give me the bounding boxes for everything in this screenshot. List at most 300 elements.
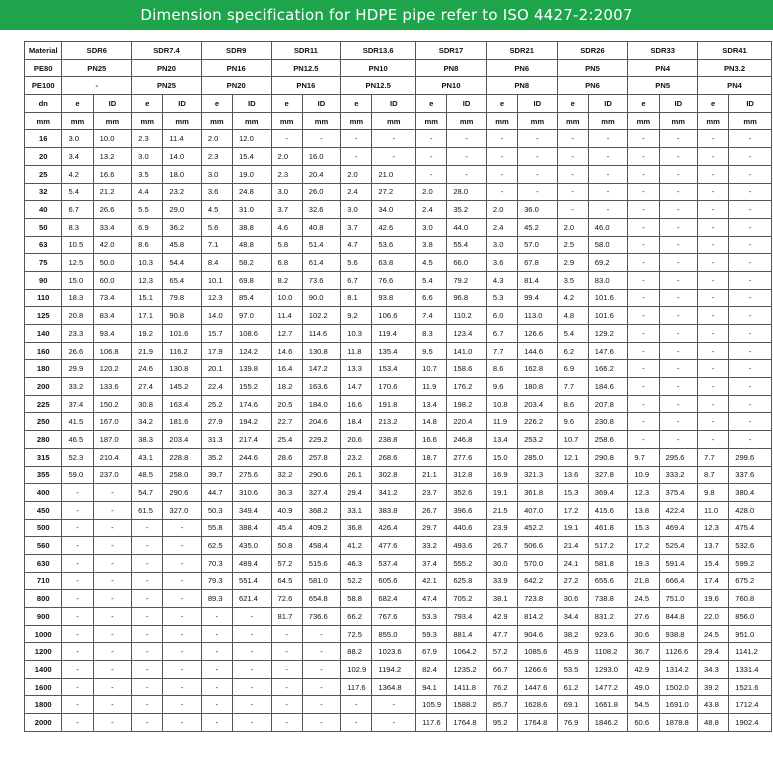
inner-diameter-cell: 426.4: [372, 519, 416, 537]
wall-thickness-cell: 36.3: [271, 484, 302, 502]
inner-diameter-cell: -: [233, 625, 272, 643]
wall-thickness-cell: 12.5: [62, 254, 93, 272]
wall-thickness-cell: -: [557, 165, 588, 183]
wall-thickness-cell: -: [62, 572, 93, 590]
inner-diameter-cell: 1878.8: [659, 714, 698, 732]
dn-cell: 800: [25, 590, 62, 608]
dn-cell: 75: [25, 254, 62, 272]
inner-diameter-cell: 337.6: [729, 466, 772, 484]
wall-thickness-cell: -: [486, 130, 517, 148]
table-row: [25, 183, 772, 201]
inner-diameter-cell: 207.8: [588, 395, 628, 413]
table-row: [25, 289, 772, 307]
inner-diameter-cell: 625.8: [447, 572, 487, 590]
wall-thickness-cell: -: [132, 678, 163, 696]
table-row: [25, 130, 772, 148]
inner-diameter-cell: 54.4: [163, 254, 201, 272]
inner-diameter-cell: 856.0: [729, 608, 772, 626]
inner-diameter-cell: 90.8: [163, 307, 201, 325]
inner-diameter-cell: 295.6: [659, 448, 698, 466]
inner-diameter-cell: 312.8: [447, 466, 487, 484]
wall-thickness-cell: -: [698, 271, 729, 289]
header-cell: PN20: [201, 77, 271, 95]
wall-thickness-cell: 6.6: [416, 289, 447, 307]
wall-thickness-cell: 15.3: [557, 484, 588, 502]
inner-diameter-cell: -: [163, 678, 201, 696]
wall-thickness-cell: 29.4: [341, 484, 372, 502]
inner-diameter-cell: 831.2: [588, 608, 628, 626]
wall-thickness-cell: 88.2: [341, 643, 372, 661]
inner-diameter-cell: -: [302, 696, 340, 714]
inner-diameter-cell: 229.2: [302, 431, 340, 449]
inner-diameter-cell: 113.0: [518, 307, 558, 325]
wall-thickness-cell: 26.1: [341, 466, 372, 484]
wall-thickness-cell: 5.5: [132, 201, 163, 219]
wall-thickness-cell: -: [201, 608, 232, 626]
inner-diameter-cell: 12.0: [233, 130, 272, 148]
inner-diameter-cell: 469.4: [659, 519, 698, 537]
inner-diameter-cell: 475.4: [729, 519, 772, 537]
wall-thickness-cell: 27.4: [132, 378, 163, 396]
dn-cell: 125: [25, 307, 62, 325]
wall-thickness-cell: 47.7: [486, 625, 517, 643]
header-cell: SDR9: [201, 42, 271, 60]
wall-thickness-cell: -: [341, 696, 372, 714]
wall-thickness-cell: 3.8: [416, 236, 447, 254]
wall-thickness-cell: -: [62, 608, 93, 626]
wall-thickness-cell: 6.8: [271, 254, 302, 272]
dn-cell: 1400: [25, 661, 62, 679]
wall-thickness-cell: 17.4: [698, 572, 729, 590]
wall-thickness-cell: -: [698, 254, 729, 272]
wall-thickness-cell: -: [132, 714, 163, 732]
header-cell: SDR21: [486, 42, 557, 60]
wall-thickness-cell: 21.9: [132, 342, 163, 360]
wall-thickness-cell: 40.9: [271, 501, 302, 519]
table-row: [25, 501, 772, 519]
inner-diameter-cell: 176.2: [447, 378, 487, 396]
inner-diameter-cell: -: [518, 165, 558, 183]
inner-diameter-cell: -: [659, 307, 698, 325]
column-label: ID: [233, 95, 272, 113]
wall-thickness-cell: 12.3: [201, 289, 232, 307]
inner-diameter-cell: 181.6: [163, 413, 201, 431]
wall-thickness-cell: 15.0: [486, 448, 517, 466]
inner-diameter-cell: 14.0: [163, 148, 201, 166]
inner-diameter-cell: 83.4: [93, 307, 132, 325]
inner-diameter-cell: 106.6: [372, 307, 416, 325]
wall-thickness-cell: -: [698, 378, 729, 396]
header-cell: PN8: [486, 77, 557, 95]
inner-diameter-cell: 180.8: [518, 378, 558, 396]
inner-diameter-cell: -: [372, 714, 416, 732]
wall-thickness-cell: 8.6: [486, 360, 517, 378]
inner-diameter-cell: 258.0: [163, 466, 201, 484]
table-row: [25, 165, 772, 183]
wall-thickness-cell: 3.0: [132, 148, 163, 166]
inner-diameter-cell: 166.2: [588, 360, 628, 378]
inner-diameter-cell: 349.4: [233, 501, 272, 519]
inner-diameter-cell: 130.8: [163, 360, 201, 378]
wall-thickness-cell: 12.3: [628, 484, 659, 502]
wall-thickness-cell: 9.6: [557, 413, 588, 431]
wall-thickness-cell: 3.0: [201, 165, 232, 183]
inner-diameter-cell: 81.4: [518, 271, 558, 289]
dn-cell: 40: [25, 201, 62, 219]
wall-thickness-cell: 6.7: [341, 271, 372, 289]
inner-diameter-cell: 253.2: [518, 431, 558, 449]
inner-diameter-cell: 93.4: [93, 325, 132, 343]
wall-thickness-cell: 45.9: [557, 643, 588, 661]
inner-diameter-cell: -: [93, 572, 132, 590]
inner-diameter-cell: 375.4: [659, 484, 698, 502]
inner-diameter-cell: 203.4: [163, 431, 201, 449]
inner-diameter-cell: 145.2: [163, 378, 201, 396]
wall-thickness-cell: -: [416, 130, 447, 148]
wall-thickness-cell: -: [201, 696, 232, 714]
wall-thickness-cell: -: [416, 165, 447, 183]
inner-diameter-cell: 50.0: [93, 254, 132, 272]
table-row: [25, 484, 772, 502]
wall-thickness-cell: -: [557, 183, 588, 201]
inner-diameter-cell: 855.0: [372, 625, 416, 643]
unit-label: mm: [233, 112, 272, 130]
inner-diameter-cell: 20.4: [302, 165, 340, 183]
inner-diameter-cell: 525.4: [659, 537, 698, 555]
wall-thickness-cell: 8.2: [271, 271, 302, 289]
wall-thickness-cell: 15.0: [62, 271, 93, 289]
wall-thickness-cell: -: [201, 661, 232, 679]
inner-diameter-cell: 97.0: [233, 307, 272, 325]
column-label: e: [557, 95, 588, 113]
inner-diameter-cell: -: [163, 643, 201, 661]
header-cell: PN16: [201, 59, 271, 77]
wall-thickness-cell: 69.1: [557, 696, 588, 714]
wall-thickness-cell: 5.8: [271, 236, 302, 254]
inner-diameter-cell: 203.4: [518, 395, 558, 413]
unit-label: mm: [25, 112, 62, 130]
inner-diameter-cell: 238.8: [372, 431, 416, 449]
unit-label: mm: [729, 112, 772, 130]
inner-diameter-cell: 26.0: [302, 183, 340, 201]
inner-diameter-cell: -: [729, 342, 772, 360]
inner-diameter-cell: -: [163, 537, 201, 555]
wall-thickness-cell: 94.1: [416, 678, 447, 696]
wall-thickness-cell: 29.7: [416, 519, 447, 537]
inner-diameter-cell: 124.2: [233, 342, 272, 360]
wall-thickness-cell: 3.5: [557, 271, 588, 289]
wall-thickness-cell: 2.4: [341, 183, 372, 201]
wall-thickness-cell: -: [628, 148, 659, 166]
inner-diameter-cell: 1846.2: [588, 714, 628, 732]
wall-thickness-cell: 5.4: [557, 325, 588, 343]
wall-thickness-cell: -: [132, 625, 163, 643]
wall-thickness-cell: 5.4: [416, 271, 447, 289]
inner-diameter-cell: -: [93, 625, 132, 643]
wall-thickness-cell: 19.2: [132, 325, 163, 343]
wall-thickness-cell: 16.4: [271, 360, 302, 378]
inner-diameter-cell: -: [659, 378, 698, 396]
inner-diameter-cell: 120.2: [93, 360, 132, 378]
table-row: [25, 572, 772, 590]
wall-thickness-cell: 67.9: [416, 643, 447, 661]
inner-diameter-cell: -: [659, 254, 698, 272]
inner-diameter-cell: 90.0: [302, 289, 340, 307]
inner-diameter-cell: 15.4: [233, 148, 272, 166]
inner-diameter-cell: 126.6: [518, 325, 558, 343]
column-label: dn: [25, 95, 62, 113]
inner-diameter-cell: 217.4: [233, 431, 272, 449]
header-cell: -: [62, 77, 132, 95]
wall-thickness-cell: 59.0: [62, 466, 93, 484]
table-row: [25, 590, 772, 608]
inner-diameter-cell: -: [447, 165, 487, 183]
inner-diameter-cell: 129.2: [588, 325, 628, 343]
inner-diameter-cell: -: [659, 342, 698, 360]
wall-thickness-cell: 42.1: [416, 572, 447, 590]
wall-thickness-cell: 17.2: [628, 537, 659, 555]
wall-thickness-cell: 5.6: [201, 218, 232, 236]
wall-thickness-cell: -: [486, 165, 517, 183]
wall-thickness-cell: 26.7: [416, 501, 447, 519]
wall-thickness-cell: 25.2: [201, 395, 232, 413]
wall-thickness-cell: 43.1: [132, 448, 163, 466]
column-label: ID: [372, 95, 416, 113]
wall-thickness-cell: -: [62, 696, 93, 714]
header-cell: PN3.2: [698, 59, 772, 77]
header-cell: SDR11: [271, 42, 341, 60]
column-label: e: [341, 95, 372, 113]
inner-diameter-cell: 21.0: [372, 165, 416, 183]
inner-diameter-cell: 440.6: [447, 519, 487, 537]
header-cell: PN6: [486, 59, 557, 77]
wall-thickness-cell: -: [62, 501, 93, 519]
header-row: [25, 59, 772, 77]
unit-label: mm: [302, 112, 340, 130]
dn-cell: 1800: [25, 696, 62, 714]
wall-thickness-cell: -: [201, 678, 232, 696]
wall-thickness-cell: 6.2: [557, 342, 588, 360]
inner-diameter-cell: -: [302, 661, 340, 679]
header-cell: SDR6: [62, 42, 132, 60]
inner-diameter-cell: 1364.8: [372, 678, 416, 696]
header-cell: SDR26: [557, 42, 628, 60]
inner-diameter-cell: 599.2: [729, 554, 772, 572]
wall-thickness-cell: 61.5: [132, 501, 163, 519]
wall-thickness-cell: 46.5: [62, 431, 93, 449]
wall-thickness-cell: -: [698, 236, 729, 254]
wall-thickness-cell: 18.3: [62, 289, 93, 307]
header-cell: SDR7.4: [132, 42, 202, 60]
inner-diameter-cell: 285.0: [518, 448, 558, 466]
inner-diameter-cell: 275.6: [233, 466, 272, 484]
table-row: [25, 254, 772, 272]
wall-thickness-cell: -: [62, 537, 93, 555]
wall-thickness-cell: 29.4: [698, 643, 729, 661]
header-cell: SDR41: [698, 42, 772, 60]
header-cell: PN5: [557, 59, 628, 77]
wall-thickness-cell: 8.6: [132, 236, 163, 254]
wall-thickness-cell: 2.4: [486, 218, 517, 236]
inner-diameter-cell: -: [93, 678, 132, 696]
wall-thickness-cell: -: [557, 148, 588, 166]
table-row: [25, 625, 772, 643]
inner-diameter-cell: -: [163, 608, 201, 626]
wall-thickness-cell: 27.9: [201, 413, 232, 431]
unit-label: mm: [93, 112, 132, 130]
wall-thickness-cell: -: [698, 201, 729, 219]
inner-diameter-cell: -: [729, 201, 772, 219]
dn-cell: 400: [25, 484, 62, 502]
wall-thickness-cell: 19.1: [486, 484, 517, 502]
wall-thickness-cell: -: [271, 643, 302, 661]
inner-diameter-cell: 36.0: [518, 201, 558, 219]
wall-thickness-cell: 23.3: [62, 325, 93, 343]
wall-thickness-cell: 15.4: [698, 554, 729, 572]
wall-thickness-cell: -: [341, 714, 372, 732]
inner-diameter-cell: 184.0: [302, 395, 340, 413]
wall-thickness-cell: 81.7: [271, 608, 302, 626]
wall-thickness-cell: 59.3: [416, 625, 447, 643]
inner-diameter-cell: 605.6: [372, 572, 416, 590]
inner-diameter-cell: 383.8: [372, 501, 416, 519]
inner-diameter-cell: 69.2: [588, 254, 628, 272]
inner-diameter-cell: 299.6: [729, 448, 772, 466]
wall-thickness-cell: 28.6: [271, 448, 302, 466]
wall-thickness-cell: -: [628, 413, 659, 431]
wall-thickness-cell: 105.9: [416, 696, 447, 714]
wall-thickness-cell: 12.7: [271, 325, 302, 343]
inner-diameter-cell: 1661.8: [588, 696, 628, 714]
wall-thickness-cell: 12.3: [698, 519, 729, 537]
inner-diameter-cell: 57.0: [518, 236, 558, 254]
wall-thickness-cell: 24.6: [132, 360, 163, 378]
inner-diameter-cell: 116.2: [163, 342, 201, 360]
wall-thickness-cell: 21.8: [628, 572, 659, 590]
wall-thickness-cell: 3.0: [486, 236, 517, 254]
wall-thickness-cell: 48.8: [698, 714, 729, 732]
inner-diameter-cell: 570.0: [518, 554, 558, 572]
wall-thickness-cell: -: [698, 395, 729, 413]
inner-diameter-cell: 73.6: [302, 271, 340, 289]
inner-diameter-cell: 230.8: [588, 413, 628, 431]
wall-thickness-cell: -: [628, 307, 659, 325]
wall-thickness-cell: -: [628, 289, 659, 307]
wall-thickness-cell: 64.5: [271, 572, 302, 590]
wall-thickness-cell: 2.0: [201, 130, 232, 148]
inner-diameter-cell: -: [729, 413, 772, 431]
inner-diameter-cell: 170.6: [372, 378, 416, 396]
wall-thickness-cell: 32.2: [271, 466, 302, 484]
column-label: e: [486, 95, 517, 113]
inner-diameter-cell: 310.6: [233, 484, 272, 502]
inner-diameter-cell: -: [233, 661, 272, 679]
inner-diameter-cell: 45.2: [518, 218, 558, 236]
wall-thickness-cell: 9.6: [486, 378, 517, 396]
inner-diameter-cell: 114.6: [302, 325, 340, 343]
dn-cell: 630: [25, 554, 62, 572]
inner-diameter-cell: 35.2: [447, 201, 487, 219]
inner-diameter-cell: 1064.2: [447, 643, 487, 661]
inner-diameter-cell: 99.4: [518, 289, 558, 307]
inner-diameter-cell: 204.6: [302, 413, 340, 431]
wall-thickness-cell: 34.3: [698, 661, 729, 679]
wall-thickness-cell: 25.4: [271, 431, 302, 449]
wall-thickness-cell: 8.3: [62, 218, 93, 236]
header-cell: PN4: [698, 77, 772, 95]
inner-diameter-cell: 1411.8: [447, 678, 487, 696]
inner-diameter-cell: 517.2: [588, 537, 628, 555]
wall-thickness-cell: 70.3: [201, 554, 232, 572]
dn-cell: 50: [25, 218, 62, 236]
wall-thickness-cell: 2.0: [416, 183, 447, 201]
inner-diameter-cell: 532.6: [729, 537, 772, 555]
wall-thickness-cell: 7.1: [201, 236, 232, 254]
wall-thickness-cell: 21.5: [486, 501, 517, 519]
wall-thickness-cell: 54.5: [628, 696, 659, 714]
inner-diameter-cell: 290.6: [163, 484, 201, 502]
inner-diameter-cell: -: [93, 661, 132, 679]
column-label: ID: [163, 95, 201, 113]
dn-cell: 180: [25, 360, 62, 378]
header-cell: SDR33: [628, 42, 698, 60]
inner-diameter-cell: 69.8: [233, 271, 272, 289]
wall-thickness-cell: -: [698, 325, 729, 343]
inner-diameter-cell: -: [163, 554, 201, 572]
inner-diameter-cell: 380.4: [729, 484, 772, 502]
wall-thickness-cell: 5.6: [341, 254, 372, 272]
wall-thickness-cell: 53.3: [416, 608, 447, 626]
inner-diameter-cell: 119.4: [372, 325, 416, 343]
inner-diameter-cell: -: [729, 271, 772, 289]
wall-thickness-cell: 7.7: [557, 378, 588, 396]
wall-thickness-cell: -: [416, 148, 447, 166]
inner-diameter-cell: 18.0: [163, 165, 201, 183]
wall-thickness-cell: 27.2: [557, 572, 588, 590]
dn-cell: 355: [25, 466, 62, 484]
inner-diameter-cell: -: [302, 625, 340, 643]
wall-thickness-cell: 48.5: [132, 466, 163, 484]
wall-thickness-cell: 18.7: [416, 448, 447, 466]
table-row: [25, 271, 772, 289]
inner-diameter-cell: -: [93, 537, 132, 555]
wall-thickness-cell: 11.9: [486, 413, 517, 431]
dn-cell: 280: [25, 431, 62, 449]
inner-diameter-cell: 1447.6: [518, 678, 558, 696]
inner-diameter-cell: 327.8: [588, 466, 628, 484]
wall-thickness-cell: 8.7: [698, 466, 729, 484]
dn-cell: 250: [25, 413, 62, 431]
inner-diameter-cell: 1023.6: [372, 643, 416, 661]
inner-diameter-cell: -: [233, 714, 272, 732]
wall-thickness-cell: 52.2: [341, 572, 372, 590]
inner-diameter-cell: 141.0: [447, 342, 487, 360]
wall-thickness-cell: 36.7: [628, 643, 659, 661]
inner-diameter-cell: 198.2: [447, 395, 487, 413]
wall-thickness-cell: -: [628, 325, 659, 343]
inner-diameter-cell: -: [372, 130, 416, 148]
inner-diameter-cell: 951.0: [729, 625, 772, 643]
wall-thickness-cell: 29.9: [62, 360, 93, 378]
table-row: [25, 643, 772, 661]
wall-thickness-cell: -: [62, 714, 93, 732]
inner-diameter-cell: 246.8: [447, 431, 487, 449]
wall-thickness-cell: 57.2: [271, 554, 302, 572]
inner-diameter-cell: -: [729, 325, 772, 343]
column-label: e: [628, 95, 659, 113]
wall-thickness-cell: 12.3: [132, 271, 163, 289]
wall-thickness-cell: 16.6: [341, 395, 372, 413]
